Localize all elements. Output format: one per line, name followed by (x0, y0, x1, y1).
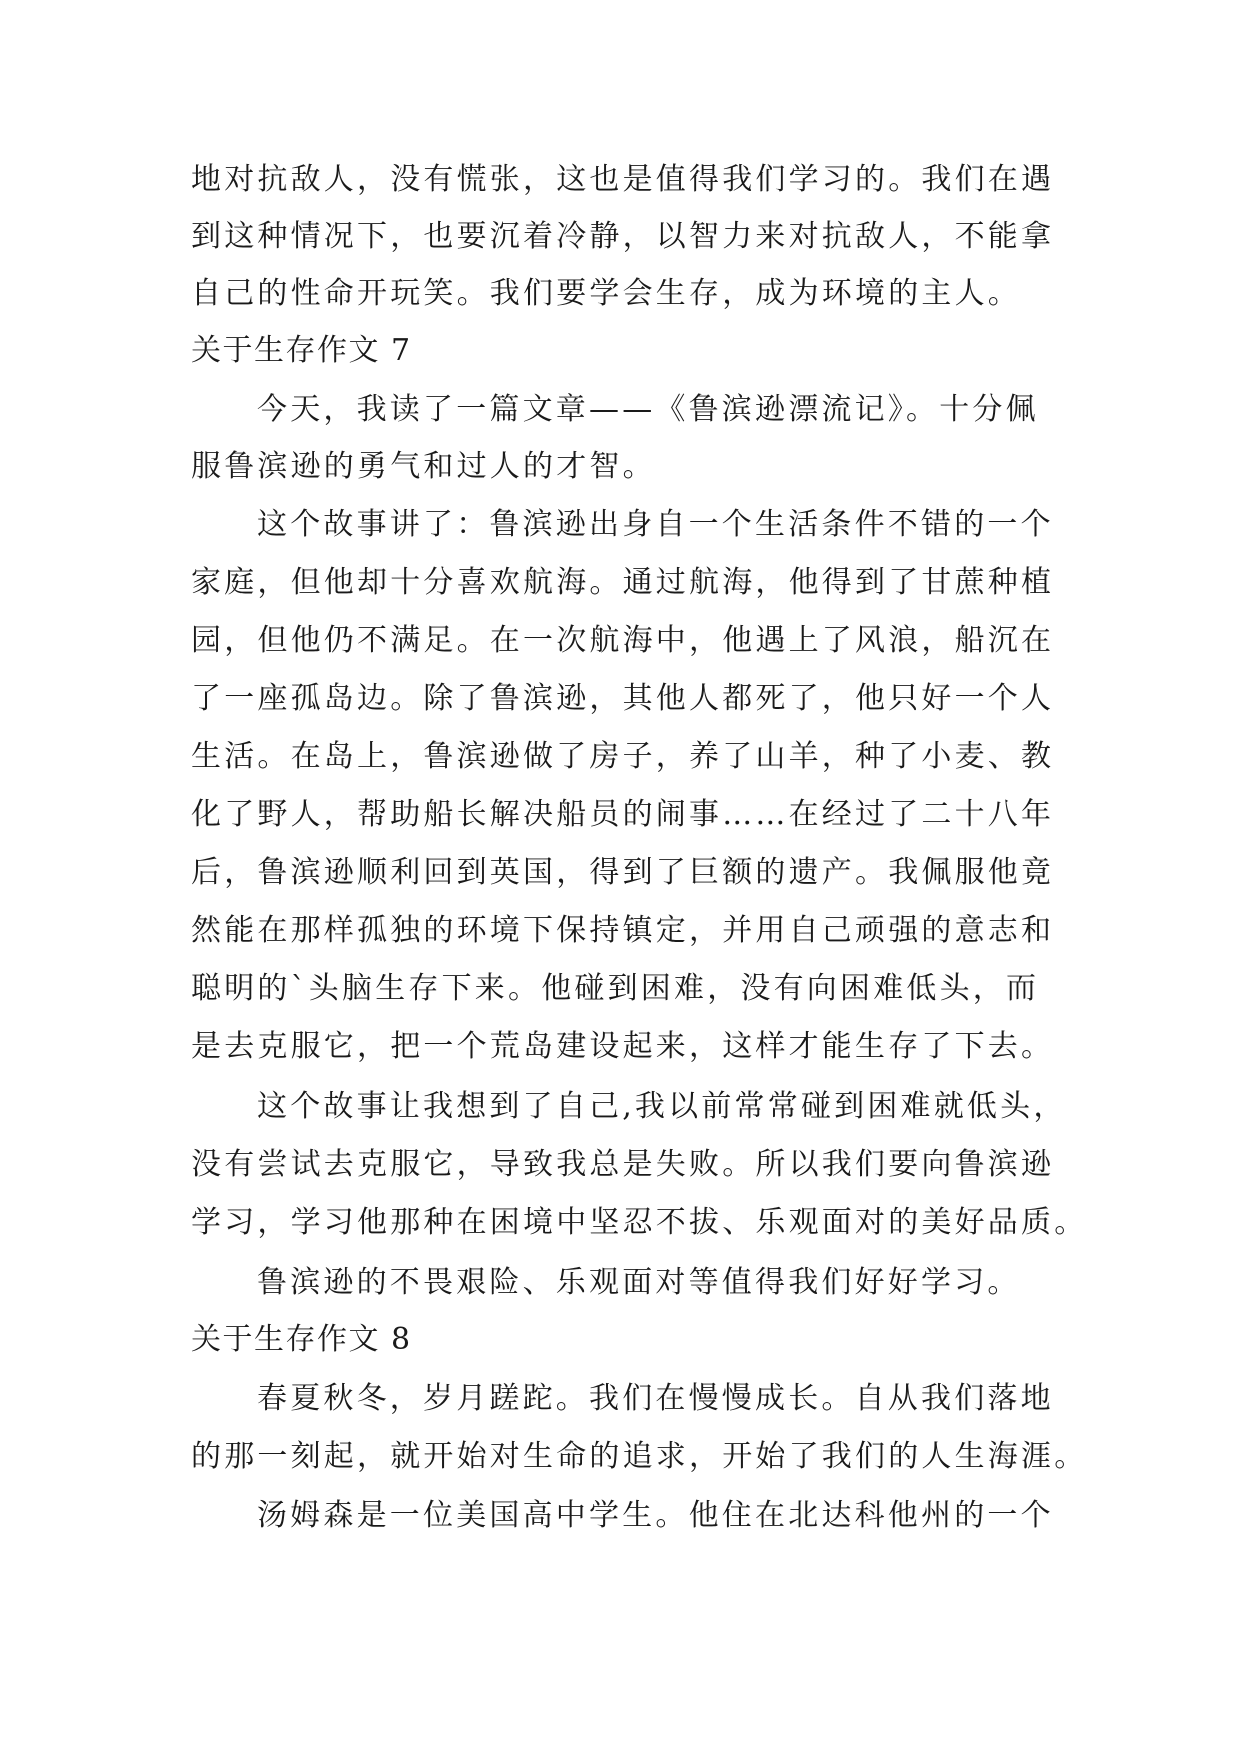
text-line: 自己的性命开玩笑。我们要学会生存，成为环境的主人。 (191, 276, 1021, 311)
section-heading: 关于生存作文 7 (191, 333, 412, 368)
text-line: 今天，我读了一篇文章——《鲁滨逊漂流记》。十分佩 (257, 392, 1039, 427)
text-line: 没有尝试去克服它，导致我总是失败。所以我们要向鲁滨逊 (191, 1147, 1055, 1182)
text-line: 园，但他仍不满足。在一次航海中，他遇上了风浪，船沉在 (191, 623, 1055, 658)
text-line: 聪明的`头脑生存下来。他碰到困难，没有向困难低头，而 (191, 971, 1040, 1006)
text-line: 地对抗敌人，没有慌张，这也是值得我们学习的。我们在遇 (191, 162, 1055, 197)
text-line: 化了野人，帮助船长解决船员的闹事……在经过了二十八年 (191, 797, 1055, 832)
text-line: 然能在那样孤独的环境下保持镇定，并用自己顽强的意志和 (191, 913, 1055, 948)
text-line: 后，鲁滨逊顺利回到英国，得到了巨额的遗产。我佩服他竟 (191, 855, 1055, 890)
text-line: 学习，学习他那种在困境中坚忍不拔、乐观面对的美好品质。 (191, 1205, 1088, 1240)
text-line: 是去克服它，把一个荒岛建设起来，这样才能生存了下去。 (191, 1029, 1055, 1064)
text-line: 汤姆森是一位美国高中学生。他住在北达科他州的一个 (257, 1498, 1054, 1533)
text-line: 鲁滨逊的不畏艰险、乐观面对等值得我们好好学习。 (257, 1265, 1021, 1300)
text-line: 了一座孤岛边。除了鲁滨逊，其他人都死了，他只好一个人 (191, 681, 1055, 716)
text-line: 生活。在岛上，鲁滨逊做了房子，养了山羊，种了小麦、教 (191, 739, 1055, 774)
text-line: 这个故事讲了：鲁滨逊出身自一个生活条件不错的一个 (257, 507, 1054, 542)
text-line: 春夏秋冬，岁月蹉跎。我们在慢慢成长。自从我们落地 (257, 1381, 1054, 1416)
text-line: 这个故事让我想到了自己,我以前常常碰到困难就低头， (257, 1089, 1067, 1124)
text-line: 的那一刻起，就开始对生命的追求，开始了我们的人生海涯。 (191, 1439, 1088, 1474)
text-line: 服鲁滨逊的勇气和过人的才智。 (191, 449, 656, 484)
text-line: 到这种情况下，也要沉着冷静，以智力来对抗敌人，不能拿 (191, 219, 1055, 254)
section-heading: 关于生存作文 8 (191, 1322, 412, 1357)
text-line: 家庭，但他却十分喜欢航海。通过航海，他得到了甘蔗种植 (191, 565, 1055, 600)
